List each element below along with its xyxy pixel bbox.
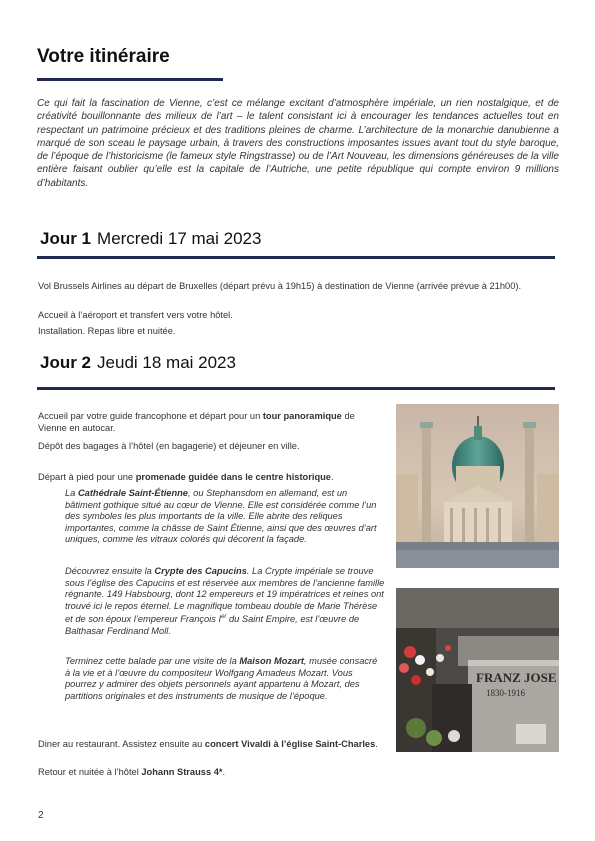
highlight: tour panoramique	[262, 411, 342, 421]
page-title: Votre itinéraire	[37, 46, 170, 67]
highlight: Crypte des Capucins	[154, 566, 247, 576]
day2-date: Jeudi 18 mai 2023	[97, 353, 236, 372]
visit-crypte: Découvrez ensuite la Crypte des Capucins. La Crypte impériale se trouve sous l’église des Capucins et est réservée aux membres de l’ancienne famille régnante. 149 Habsbourg, dont 12 empereurs et 19 impératrices et reines ont trouvé ici le repos éternel. Le magnifique tombeau double de Marie Thérèse et de son époux l’empereur François Ier du Saint Empire, est l’œuvre de Balthasar Ferdinand Moll.	[65, 566, 385, 637]
intro-paragraph: Ce qui fait la fascination de Vienne, c’est ce mélange excitant d’atmosphère impériale, un rien nostalgique, et de créativité bouillonnante des milieux de l’art – le talent consistant ici à encourager les tendances actuelles tout en respectant un patrimoine précieux et des traditions pleines de charme. L’architecture de la monarchie danubienne a marqué de son sceau le paysage urbain, à travers des constructions imposantes issues avant tout du style baroque, de l’époque de l’historicisme (le fameux style Ringstrasse) ou de l’Art Nouveau, les dimensions généreuses de la ville entière faisant oublier qu’elle est la capitale de l’Autriche, une petite république qui compte environ 9 millions d’habitants.	[37, 98, 559, 189]
highlight: concert Vivaldi à l’église Saint-Charles	[204, 739, 376, 749]
karlskirche-photo	[396, 404, 559, 568]
day1-line: Installation. Repas libre et nuitée.	[38, 326, 176, 336]
day2-heading	[40, 353, 236, 373]
tomb-inscription-years: 1830-1916	[486, 688, 525, 698]
day2-rule	[37, 387, 555, 390]
highlight: Johann Strauss 4*	[141, 767, 223, 777]
highlight: promenade guidée dans le centre historique	[135, 472, 331, 482]
day1-rule	[37, 256, 555, 259]
day1-line: Accueil à l’aéroport et transfert vers votre hôtel.	[38, 310, 233, 320]
visit-maison-mozart: Terminez cette balade par une visite de la Maison Mozart, musée consacré à la vie et à l’œuvre du compositeur Wolfgang Amadeus Mozart. Vous pourrez y admirer des objets personnels ayant appartenu à Mozart, des partitions originales et des instruments de musique de l’époque.	[65, 656, 378, 701]
visit-stephansdom: La Cathédrale Saint-Étienne, ou Stephansdom en allemand, est un bâtiment gothique situé au cœur de Vienne. Elle est considérée comme l’un des symboles les plus importants de la ville. Elle abrite des reliques importantes, comme la châsse de Saint Étienne, ainsi que des œuvres d’art uniques, comme les vitraux colorés qui décorent la façade.	[65, 488, 377, 545]
day2-label: Jour 2	[40, 353, 92, 372]
day1-heading	[40, 229, 261, 249]
page-number: 2	[38, 810, 44, 821]
day2-paragraph: Départ à pied pour une promenade guidée dans le centre historique.	[38, 472, 334, 482]
day2-paragraph: Diner au restaurant. Assistez ensuite au concert Vivaldi à l’église Saint-Charles.	[38, 739, 378, 749]
day2-paragraph: Dépôt des bagages à l’hôtel (en bagagerie) et déjeuner en ville.	[38, 441, 300, 451]
tomb-inscription-name: FRANZ JOSE	[476, 670, 557, 685]
title-rule	[37, 78, 223, 81]
imperial-crypt-photo	[396, 588, 559, 752]
day1-line: Vol Brussels Airlines au départ de Bruxelles (départ prévu à 19h15) à destination de Vienne (arrivée prévue à 21h00).	[38, 281, 522, 291]
highlight: Maison Mozart	[239, 656, 304, 666]
day1-date: Mercredi 17 mai 2023	[97, 229, 262, 248]
day2-paragraph: Accueil par votre guide francophone et départ pour un tour panoramique de Vienne en autocar.	[38, 411, 355, 433]
highlight: Cathédrale Saint-Étienne	[77, 488, 188, 498]
day2-paragraph: Retour et nuitée à l’hôtel Johann Strauss 4*.	[38, 767, 226, 777]
day1-label: Jour 1	[40, 229, 92, 248]
